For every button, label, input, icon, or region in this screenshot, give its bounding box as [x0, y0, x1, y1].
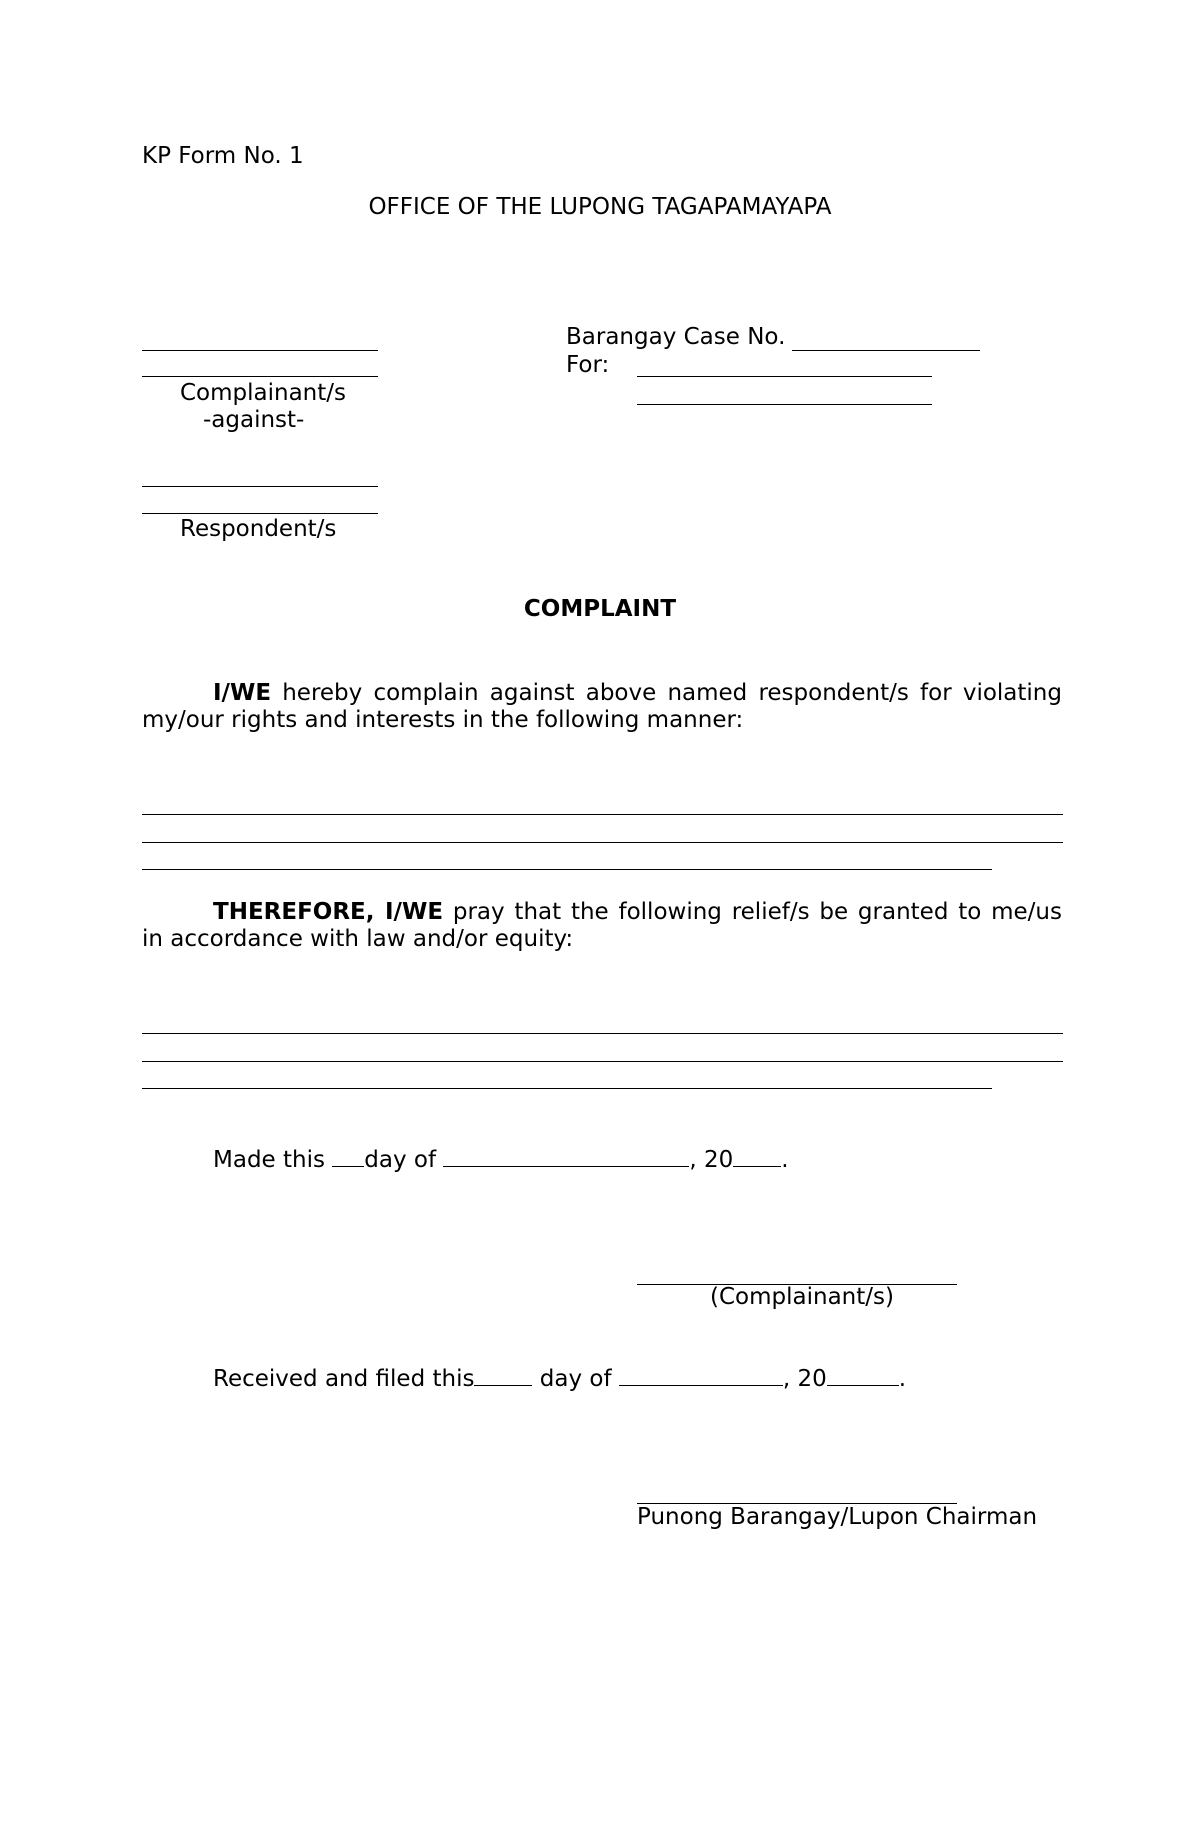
relief-paragraph-bold: THEREFORE, I/WE: [213, 899, 444, 925]
received-day-of: day of: [532, 1366, 619, 1392]
made-end: .: [781, 1147, 789, 1173]
respondent-name-line-1[interactable]: [142, 486, 378, 487]
made-year-blank[interactable]: [733, 1146, 781, 1167]
for-label: For:: [566, 352, 610, 378]
office-title: OFFICE OF THE LUPONG TAGAPAMAYAPA: [368, 194, 832, 220]
received-year-prefix: , 20: [782, 1366, 827, 1392]
for-line-2[interactable]: [637, 404, 932, 405]
complaint-detail-line-1[interactable]: [142, 814, 1063, 815]
case-no-line[interactable]: [792, 350, 980, 351]
chairman-signature-label: Punong Barangay/Lupon Chairman: [637, 1504, 1038, 1530]
received-prefix: Received and filed this: [213, 1366, 475, 1392]
relief-detail-line-1[interactable]: [142, 1033, 1063, 1034]
relief-paragraph: [142, 899, 1062, 953]
case-no-label: Barangay Case No.: [566, 324, 786, 350]
for-line-1[interactable]: [637, 376, 932, 377]
complainant-label: Complainant/s: [180, 380, 347, 406]
complainant-signature-label: (Complainant/s): [710, 1284, 894, 1310]
received-month-blank[interactable]: [619, 1365, 783, 1386]
form-number: KP Form No. 1: [142, 143, 304, 169]
made-day-of: day of: [364, 1147, 444, 1173]
received-end: .: [898, 1366, 907, 1392]
relief-detail-line-2[interactable]: [142, 1061, 1063, 1062]
made-this-line: [213, 1146, 789, 1174]
received-year-blank[interactable]: [827, 1365, 899, 1386]
complaint-title: COMPLAINT: [523, 596, 677, 622]
received-filed-line: [213, 1365, 906, 1393]
complainant-name-line-1[interactable]: [142, 350, 378, 351]
complaint-detail-line-2[interactable]: [142, 842, 1063, 843]
made-day-blank[interactable]: [332, 1146, 364, 1167]
made-year-prefix: , 20: [689, 1147, 734, 1173]
complaint-detail-line-3[interactable]: [142, 869, 992, 870]
against-label: -against-: [203, 407, 305, 433]
relief-detail-line-3[interactable]: [142, 1088, 992, 1089]
made-month-blank[interactable]: [443, 1146, 689, 1167]
complainant-name-line-2[interactable]: [142, 376, 378, 377]
relief-paragraph-text: pray that the following relief/s be granted to me/us in accordance with law and/or equity:: [142, 899, 1062, 952]
made-prefix: Made this: [213, 1147, 333, 1173]
respondent-name-line-2[interactable]: [142, 513, 378, 514]
complaint-paragraph-text: hereby complain against above named respondent/s for violating my/our rights and interests in the following manner:: [142, 680, 1062, 733]
respondent-label: Respondent/s: [180, 516, 337, 542]
complaint-paragraph: [142, 680, 1062, 734]
complaint-paragraph-bold: I/WE: [213, 680, 272, 706]
received-day-blank[interactable]: [474, 1365, 532, 1386]
